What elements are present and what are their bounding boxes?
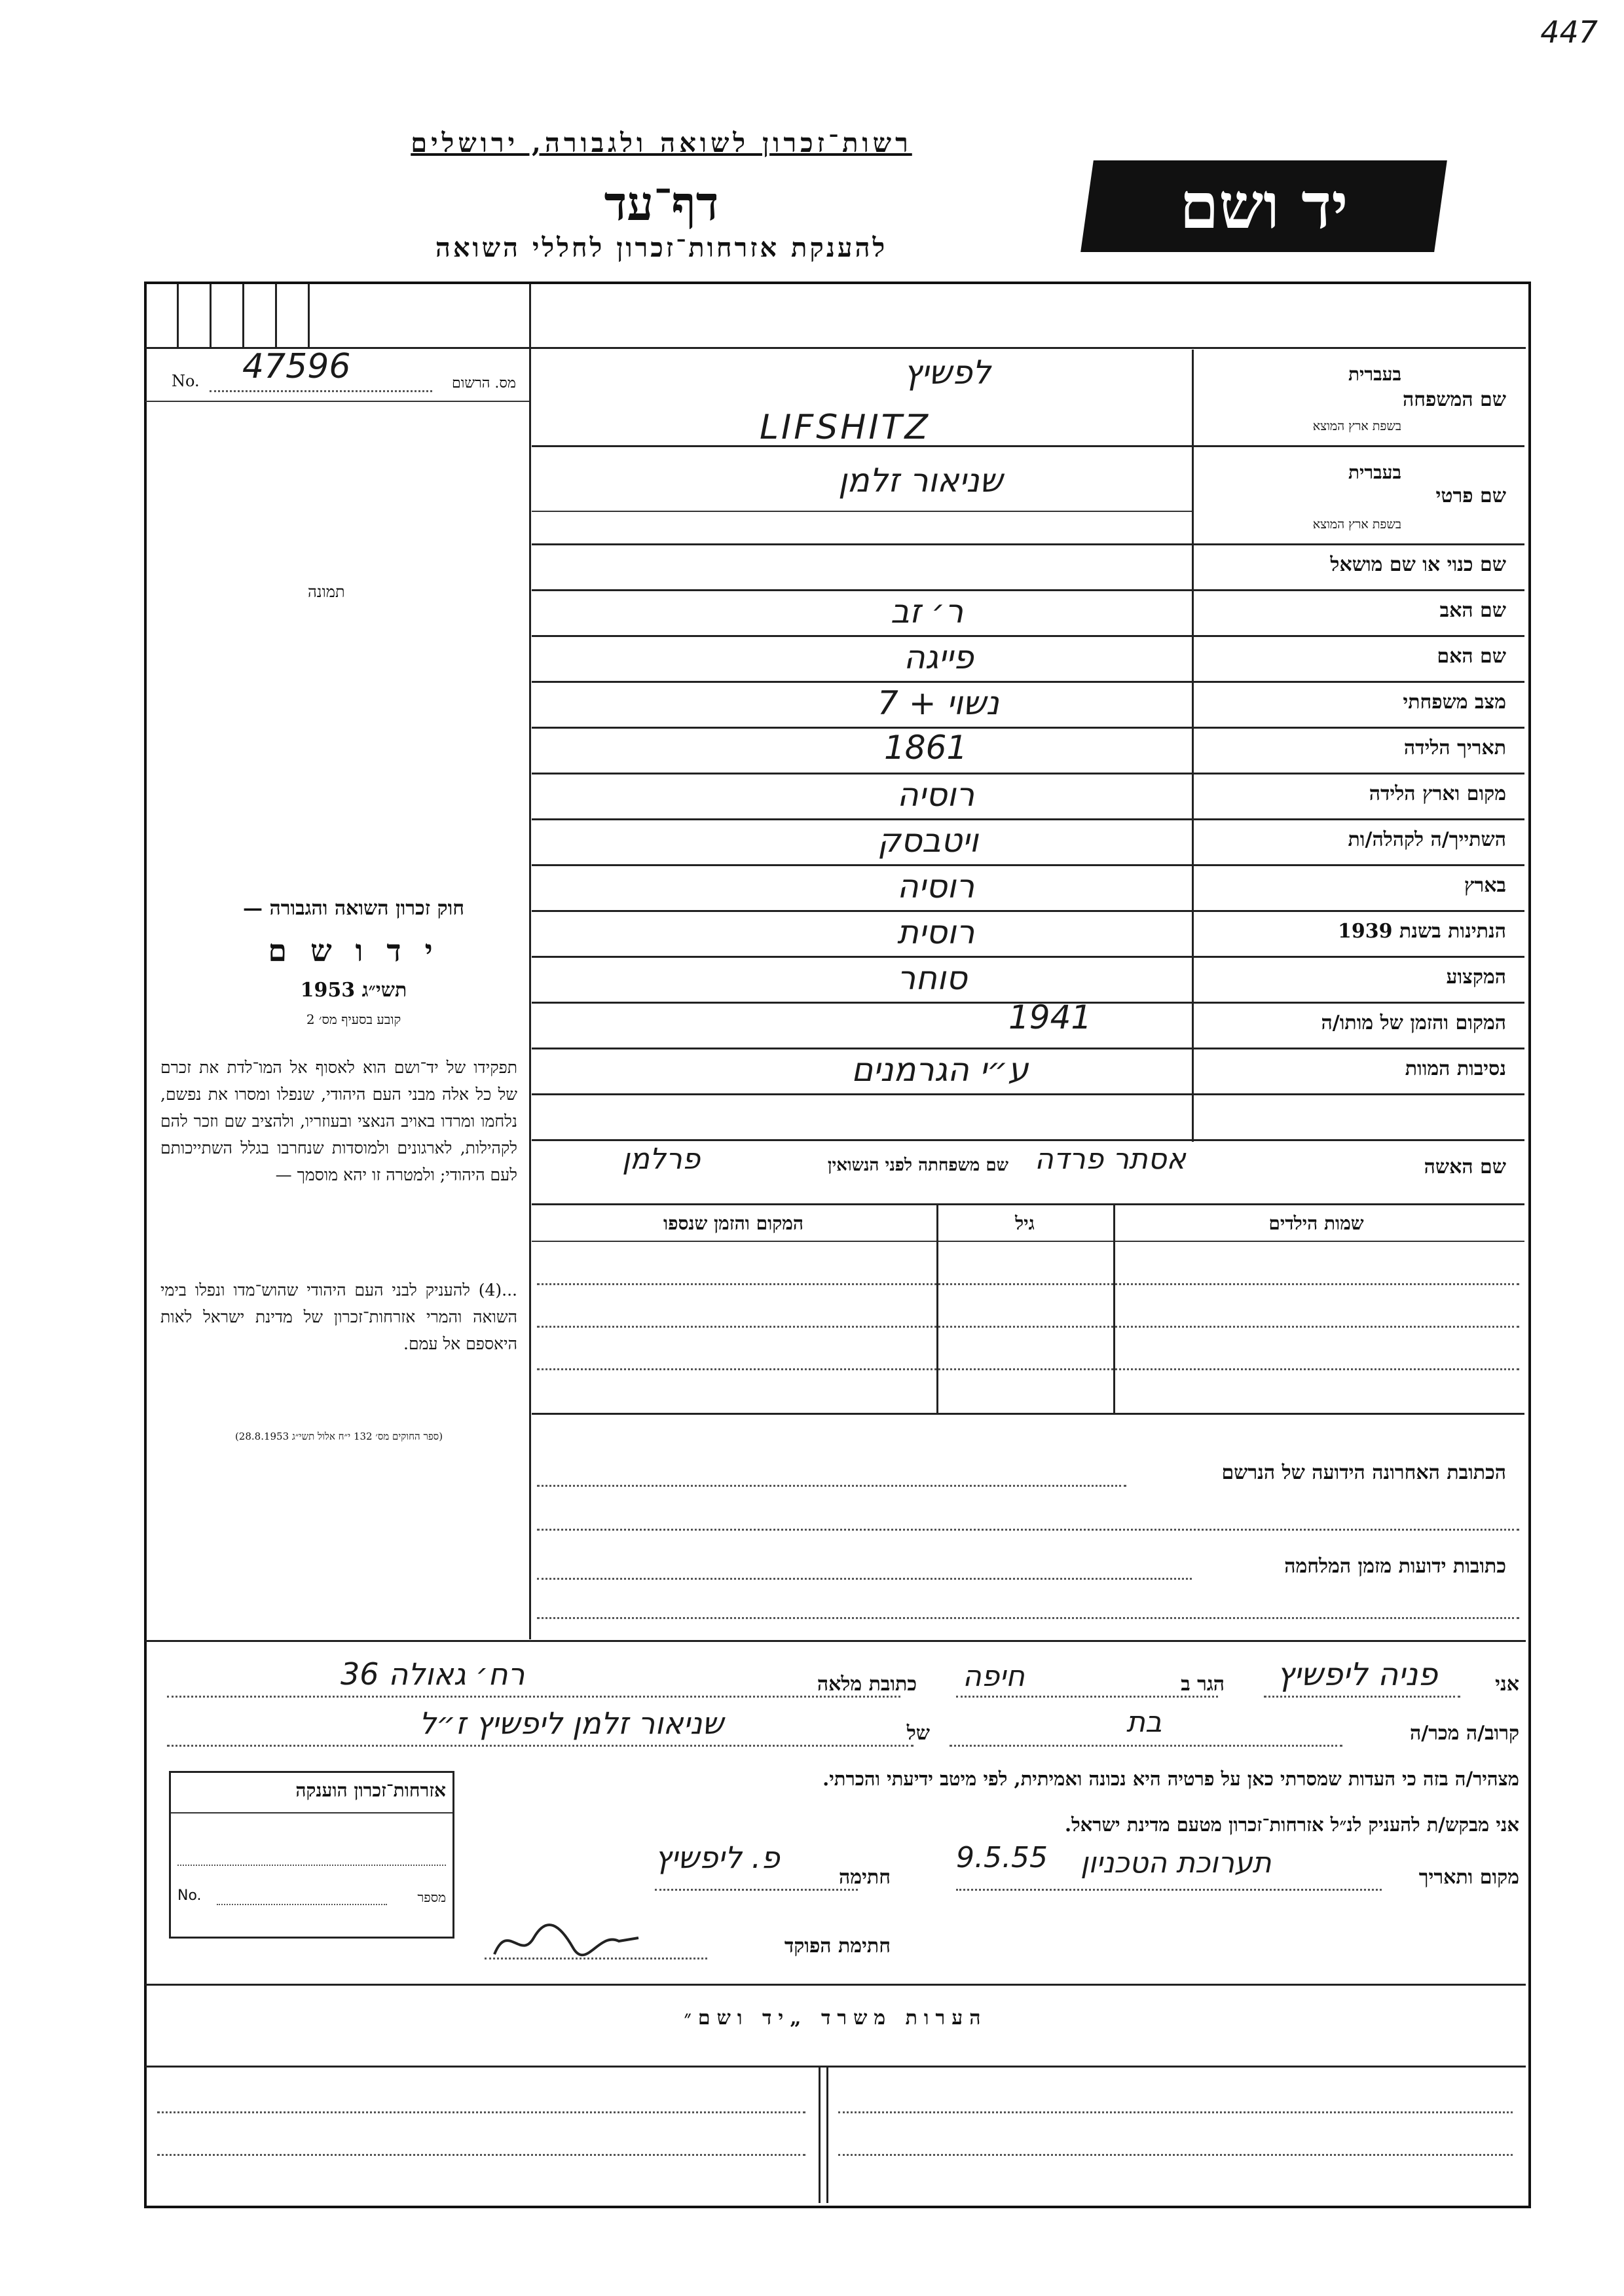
children-row: [537, 1368, 1519, 1370]
officer-signature: [488, 1918, 645, 1964]
value-city: חיפה: [963, 1660, 1025, 1693]
children-row: [537, 1326, 1519, 1328]
children-header-place-time: המקום והזמן שנספו: [663, 1212, 803, 1234]
label-relation: קרוב/ה מכר/ה: [1410, 1722, 1519, 1745]
label-marital: מצב משפחתי: [1403, 691, 1506, 714]
reg-label: מס. הרשום: [452, 375, 516, 392]
request-text: אני מבקש/ת להעניק לנ״ל אזרחות־זכרון מטעם מדינת ישראל.: [1065, 1813, 1519, 1836]
citizenship-box-number-label: מספר: [417, 1889, 446, 1905]
value-family-hebrew: לפשיץ: [904, 354, 991, 392]
value-country: רוסיה: [897, 867, 975, 905]
value-community: ויטבסק: [877, 822, 979, 860]
label-resides: הגר ב: [1181, 1673, 1225, 1696]
page-number: 447: [1540, 14, 1598, 50]
law-text-purpose: תפקידו של יד־ושם הוא לאסוף אל המו־לדת את זכרם של כל אלה מבני העם היהודי, שנפלו ומסרו את נפשם, נלחמו ומרדו באויב הנאצי ובעוזריו, ולהציב שם וזכר להם לקהילות, לארגונים ולמוסדות שנחרבו בגלל השתייכותם לעם היהודי; ולמטרה זו יהא מוסמך —: [160, 1058, 517, 1184]
logo-text: יד ושם: [1179, 169, 1348, 243]
notes-line: [838, 2154, 1513, 2156]
reg-no-label: No.: [172, 372, 200, 390]
value-birth-place: רוסיה: [897, 776, 975, 814]
children-header-age: גיל: [1015, 1212, 1035, 1234]
children-header-names: שמות הילדים: [1268, 1212, 1364, 1234]
notes-line: [838, 2111, 1513, 2113]
label-death-circumstances: נסיבות המוות: [1405, 1057, 1506, 1080]
declaration-text: מצהיר/ה בזה כי העדות שמסרתי כאן על פרטיה היא נכונה ואמיתית, לפי מיטב ידיעתי והכרתי.: [822, 1768, 1519, 1790]
label-maiden-name: שם משפחתה לפני הנשואין: [827, 1156, 1008, 1175]
value-profession: סוחר: [897, 959, 967, 997]
label-family-origin: בשפת ארץ המוצא: [1312, 419, 1401, 433]
label-mother: שם האם: [1437, 645, 1506, 668]
label-profession: המקצוע: [1446, 966, 1506, 989]
strip-divider: [145, 347, 1526, 349]
notes-line: [157, 2111, 805, 2113]
label-first-hebrew: בעברית: [1348, 462, 1401, 483]
label-community: השתייך/ה לקהלה/ות: [1348, 828, 1506, 851]
value-wife: אסתר פרדה: [1035, 1142, 1186, 1176]
label-full-address: כתובת מלאה: [817, 1673, 917, 1696]
label-birth-date: תאריך הלידה: [1403, 737, 1506, 759]
label-death-place-time: המקום והזמן של מותו/ה: [1321, 1011, 1506, 1034]
law-clause: קובע בסעיף מס׳ 2: [306, 1011, 401, 1027]
label-family-name: שם המשפחה: [1402, 388, 1506, 411]
citizenship-granted-box: [169, 1771, 454, 1939]
value-death-place-time: 1941: [1008, 998, 1092, 1036]
label-last-address: הכתובת האחרונה הידועה של הנרשם: [1221, 1461, 1506, 1484]
registration-number: 47596: [242, 347, 351, 386]
photo-label: תמונה: [308, 583, 345, 601]
value-death-circumstances: ע״י הגרמנים: [851, 1051, 1029, 1089]
notes-line: [157, 2154, 805, 2156]
value-citizenship-1939: רוסית: [897, 913, 975, 951]
value-maiden-name: פרלמן: [622, 1142, 701, 1176]
label-country: בארץ: [1464, 874, 1506, 897]
office-notes-title: הערות משרד „יד ושם״: [684, 2007, 987, 2030]
label-first-name: שם פרטי: [1435, 484, 1506, 507]
children-row: [537, 1283, 1519, 1285]
label-citizenship-1939: הנתינות בשנת 1939: [1337, 920, 1506, 943]
label-nickname: שם כנוי או שם מושאל: [1330, 553, 1506, 576]
label-birth-place: מקום וארץ הלידה: [1369, 782, 1506, 805]
citizenship-box-no: No.: [177, 1887, 202, 1904]
value-father: ר׳ זב: [891, 592, 964, 630]
label-place-date: מקום ותאריך: [1418, 1866, 1519, 1889]
label-of: של: [906, 1722, 930, 1745]
authority-line: רשות־זכרון לשואה ולגבורה, ירושלים: [411, 128, 912, 158]
value-of-name: שניאור זלמן ליפשיץ ז״ל: [419, 1705, 724, 1741]
law-name: י ד ו ש ם: [268, 933, 439, 968]
label-column-divider: [1192, 350, 1194, 1142]
label-wife: שם האשה: [1424, 1156, 1506, 1178]
value-date: 9.5.55: [956, 1841, 1048, 1874]
value-first-hebrew: שניאור זלמן: [838, 462, 1003, 500]
label-i: אני: [1495, 1673, 1519, 1696]
label-family-hebrew: בעברית: [1348, 363, 1401, 385]
form-subtitle: להענקת אזרחות־זכרון לחללי השואה: [435, 232, 888, 263]
law-year: תשי״ג 1953: [300, 979, 407, 1002]
value-birth-date: 1861: [884, 729, 968, 767]
value-place: תערוכת הטכניון: [1080, 1846, 1272, 1880]
value-family-origin: LIFSHITZ: [760, 408, 931, 447]
form-title: דף־עד: [604, 175, 719, 231]
label-signature: חתימה: [839, 1866, 891, 1889]
value-full-address: רח׳ גאולה 36: [341, 1656, 525, 1692]
left-column-divider: [529, 284, 531, 1639]
label-father: שם האב: [1439, 599, 1506, 622]
law-text-clause-4: ...(4) להעניק לבני העם היהודי שהוש־מדו ונפלו בימי השואה והמרי אזרחות־זכרון של מדינת ישראל לאות היאספם אל עמם.: [160, 1281, 517, 1353]
yad-vashem-logo: [1080, 160, 1447, 252]
value-declarant-name: פניה ליפשיץ: [1277, 1656, 1438, 1693]
law-citation: (ספר החוקים מס׳ 132 י״ח אלול תשי״ג 28.8.1953): [234, 1430, 443, 1442]
citizenship-box-title: אזרחות־זכרון הוענקה: [295, 1779, 446, 1801]
value-mother: פייגה: [904, 638, 974, 676]
label-officer-signature: חתימת הפוקד: [784, 1935, 891, 1958]
value-relation: בת: [1126, 1705, 1162, 1739]
law-title: חוק זכרון השואה והגבורה —: [243, 897, 464, 920]
value-marital: נשוי + 7: [877, 684, 999, 722]
value-signature: פ. ליפשיץ: [655, 1840, 780, 1875]
label-first-origin: בשפת ארץ המוצא: [1312, 517, 1401, 532]
label-wartime-addresses: כתובות ידועות מזמן המלחמה: [1284, 1555, 1506, 1578]
